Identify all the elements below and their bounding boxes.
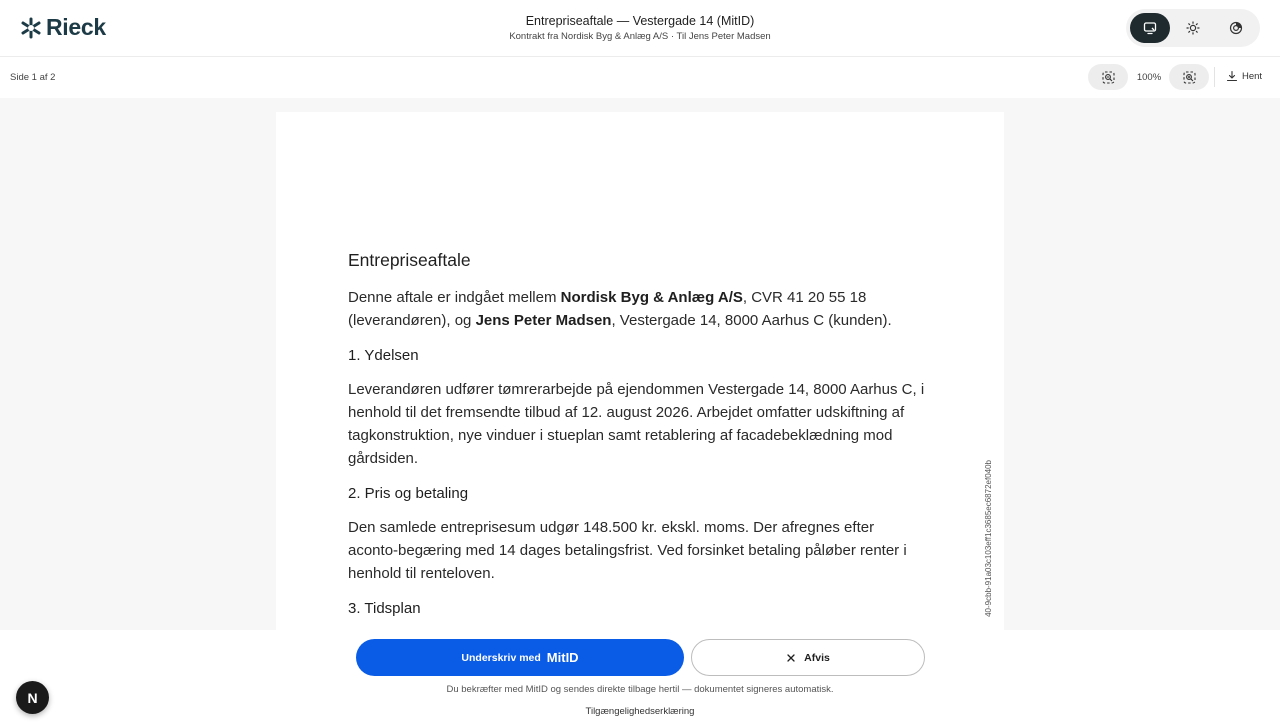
section-title: 1. Ydelsen	[348, 347, 419, 364]
app-header	[0, 0, 1280, 57]
section-title: 3. Tidsplan	[348, 600, 421, 617]
signing-note: Du bekræfter med MitID og sendes direkte tilbage hertil — dokumentet signeres automatisk.	[446, 684, 834, 695]
contrast-mode-button[interactable]	[1216, 13, 1256, 43]
document-heading: Entrepriseaftale	[348, 250, 471, 270]
intro-paragraph: Denne aftale er indgået mellem Nordisk Byg & Anlæg A/S, CVR 41 20 55 18 (leverandøren), og Jens Peter Madsen, Vestergade 14, 8000 Aarhus C (kunden).	[348, 289, 892, 329]
signing-footer	[0, 630, 1280, 728]
sun-icon	[1186, 21, 1200, 35]
zoom-in-icon	[1183, 71, 1196, 84]
download-button[interactable]	[1226, 70, 1262, 82]
party-customer: Jens Peter Madsen	[475, 312, 612, 329]
contrast-icon	[1229, 21, 1243, 35]
document-page	[276, 112, 1004, 630]
zoom-in-button[interactable]	[1169, 64, 1209, 90]
toolbar-divider	[1214, 67, 1215, 87]
zoom-out-button[interactable]	[1088, 64, 1128, 90]
zoom-out-icon	[1102, 71, 1115, 84]
document-viewer[interactable]	[0, 98, 1280, 630]
reject-label: Afvis	[804, 651, 830, 664]
page-indicator: Side 1 af 2	[10, 72, 56, 83]
screen-mode-button[interactable]	[1130, 13, 1170, 43]
download-label: Hent	[1242, 70, 1263, 82]
sign-label: Underskriv med	[461, 651, 541, 664]
document-content	[348, 250, 928, 630]
section-text: Leverandøren udfører tømrerarbejde på ejendommen Vestergade 14, 8000 Aarhus C, i henhold til det fremsendte tilbud af 12. august 2026. Arbejdet omfatter udskiftning af tagkonstruktion, nye vinduer i stueplan samt retablering af facadebeklædning mod gårdsiden.	[348, 381, 925, 467]
party-supplier: Nordisk Byg & Anlæg A/S	[560, 289, 743, 306]
download-icon	[1226, 70, 1238, 82]
section-title: 2. Pris og betaling	[348, 485, 469, 502]
light-mode-button[interactable]	[1173, 13, 1213, 43]
viewer-toolbar	[0, 57, 1280, 98]
mitid-brand: MitID	[546, 650, 579, 665]
reject-button[interactable]	[691, 639, 925, 676]
mitid-logo	[547, 650, 579, 665]
zoom-level: 100%	[1136, 72, 1162, 83]
sign-with-mitid-button[interactable]	[356, 639, 684, 676]
section-text: Den samlede entreprisesum udgør 148.500 kr. ekskl. moms. Der afregnes efter aconto-begæring med 14 dages betalingsfrist. Ved forsinket betaling påløber renter i henhold til renteloven.	[348, 519, 907, 582]
accessibility-link[interactable]: Tilgængelighedserklæring	[585, 706, 695, 717]
document-id: 40-9cbb-91a03c103eff1c3685ec6872ef040b	[984, 460, 993, 617]
close-icon	[786, 653, 796, 663]
logo-text: Rieck	[46, 14, 106, 40]
screen-mode-icon	[1143, 21, 1157, 35]
document-subtitle: Kontrakt fra Nordisk Byg & Anlæg A/S · Til Jens Peter Madsen	[509, 31, 771, 42]
assistant-avatar-button[interactable]: N	[16, 681, 49, 714]
document-title: Entrepriseaftale — Vestergade 14 (MitID)	[525, 14, 755, 28]
display-mode-toggle	[1126, 9, 1260, 47]
